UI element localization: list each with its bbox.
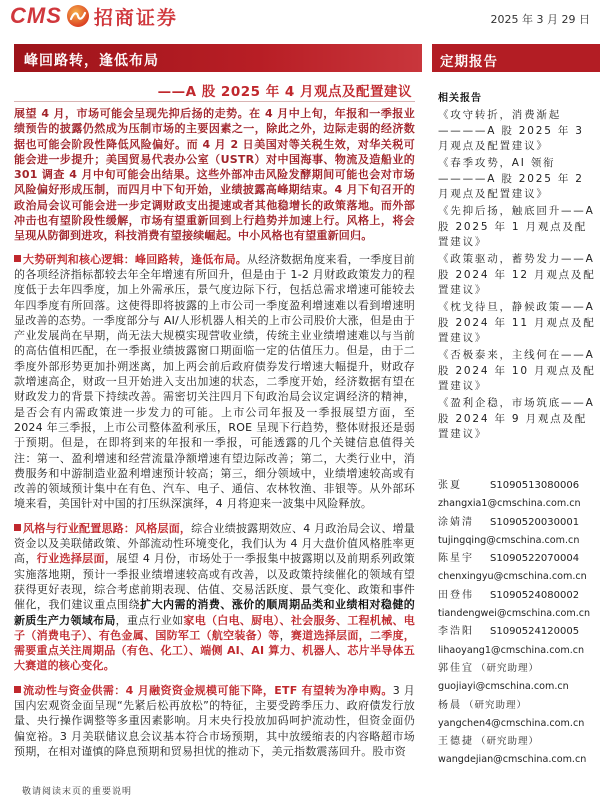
report-title: 峰回路转，逢低布局 bbox=[24, 53, 159, 69]
related-reports-title: 相关报告 bbox=[438, 93, 482, 104]
analyst-name: 王德捷 bbox=[438, 736, 474, 748]
analyst-cert: S1090522070004 bbox=[490, 553, 580, 565]
analyst-row bbox=[438, 477, 598, 495]
summary-paragraph bbox=[14, 106, 415, 244]
analyst-email: guojiayi@cmschina.com.cn bbox=[438, 681, 569, 693]
section-heading: 流动性与资金供需：4 月融资资金规模可能下降，ETF 有望转为净申购。 bbox=[23, 683, 393, 697]
analyst-email: tiandengwei@cmschina.com.cn bbox=[438, 608, 591, 620]
analyst-name: 田登伟 bbox=[438, 589, 474, 601]
analyst-name: 郭佳宜 bbox=[438, 662, 474, 674]
section-body: ，重点行业如 bbox=[115, 613, 184, 627]
square-bullet-icon bbox=[14, 255, 21, 262]
title-bar bbox=[14, 44, 422, 72]
analyst-row bbox=[438, 660, 598, 678]
analyst-email: zhangxia1@cmschina.com.cn bbox=[438, 498, 581, 510]
analyst-name: 杨晨 bbox=[438, 699, 462, 711]
analyst-name: 陈星宇 bbox=[438, 553, 474, 565]
analyst-email: yangchen4@cmschina.com.cn bbox=[438, 717, 585, 729]
section-market-outlook bbox=[14, 252, 415, 512]
section-style-industry bbox=[14, 521, 415, 674]
key-industries-text: 家电（白电、厨电）、社会服务、工程机械、电子（消费电子）、有色金属、国防军工（航空装备）等 bbox=[14, 613, 415, 642]
related-reports-list bbox=[438, 108, 596, 444]
main-content bbox=[14, 106, 415, 774]
analyst-role: （研究助理） bbox=[464, 699, 528, 711]
square-bullet-icon bbox=[14, 524, 21, 531]
analyst-email: tujingqing@cmschina.com.cn bbox=[438, 534, 580, 546]
analyst-row bbox=[438, 697, 598, 715]
analyst-row bbox=[438, 733, 598, 751]
analyst-cert: S1090513080006 bbox=[490, 480, 580, 491]
industry-selection-heading: 行业选择层面， bbox=[36, 552, 117, 566]
section-liquidity bbox=[14, 683, 415, 759]
logo-chinese-text: 招商证券 bbox=[93, 6, 178, 29]
cms-emblem-icon bbox=[66, 4, 90, 28]
analyst-row bbox=[438, 514, 598, 532]
related-report-item: 《春季攻势，AI 领衔————A 股 2025 年 2 月观点及配置建议》 bbox=[438, 157, 584, 200]
related-report-item: 《攻守转折，消费渐起————A 股 2025 年 3 月观点及配置建议》 bbox=[438, 109, 584, 152]
section-body: 3 月国内宏观资金面呈现“先紧后松再放松”的特征，主要受跨季压力、政府债发行放量、央行操作调整等多重因素影响。月末央行投放加码呵护流动性，但资金面仍偏宽裕。3 月美联储议息会议基本符合市场预期，其中放缓缩表的内容略超市场预期，在相对谨慎的降息预期和贸易担忧的推动下，美元指数震荡回升。股市资 bbox=[14, 683, 415, 758]
analyst-cert: S1090520030001 bbox=[490, 516, 580, 528]
track-selection-text: 赛道选择层面，二季度，需要重点关注周期品（有色、化工）、端侧 AI、AI 算力、机器人、芯片半导体五大赛道的核心变化。 bbox=[14, 628, 415, 673]
section-body: ， bbox=[279, 628, 291, 642]
analyst-email: lihaoyang1@cmschina.com.cn bbox=[438, 644, 585, 656]
related-report-item: 《否极泰来，主线何在——A 股 2024 年 10 月观点及配置建议》 bbox=[438, 349, 596, 392]
analyst-row bbox=[438, 623, 598, 641]
related-report-item: 《先抑后扬，触底回升——A 股 2025 年 1 月观点及配置建议》 bbox=[438, 205, 595, 248]
analyst-email: wangdejian@cmschina.com.cn bbox=[438, 754, 587, 766]
related-report-item: 《盈利企稳，市场筑底——A 股 2024 年 9 月观点及配置建议》 bbox=[438, 397, 595, 440]
report-type-label: 定期报告 bbox=[440, 54, 498, 70]
section-heading: 大势研判和核心逻辑：峰回路转，逢低布局。 bbox=[23, 252, 247, 266]
report-date: 2025 年 3 月 29 日 bbox=[490, 13, 590, 26]
analyst-cert: S1090524080002 bbox=[490, 589, 580, 601]
analyst-cert: S1090524120005 bbox=[490, 626, 580, 638]
analyst-role: （研究助理） bbox=[476, 736, 540, 748]
related-report-item: 《政策驱动，蓄势发力——A 股 2024 年 12 月观点及配置建议》 bbox=[438, 253, 596, 296]
section-body: 从经济数据角度来看，一季度目前的各项经济指标都较去年全年增速有所回升，但是由于 1-2 月财政政策发力的程度低于去年四季度，加上外需承压，景气度边际下行，包括总需求增速可能较去年四季度有所回落。这使得即将披露的上市公司一季度盈利增速难以看到增速明显改善的态势。一季度部分与 AI/人形机器人相关的上市公司股价大涨，但是由于产业发展尚在早期，尚无法大规模实现营收业绩，传统主业业绩增速难以与当前的高估值相匹配，在一季报业绩披露窗口期面临一定的估值压力。但是，由于二季度外部形势更加扑朔迷离，加上两会前后政府债券发行增速大幅提升，财政存款增速高企，财政一旦开始进入支出加速的状态，二季度开始，经济数据有望在财政发力的背景下持续改善。需密切关注四月下旬政治局会议定调经济的精神，是否会有内需政策进一步发力的可能。上市公司年报及一季报展望方面，至 2024 年三季报，上市公司整体盈利承压，ROE 呈现下行趋势，整体财报还是弱于预期。但是，在即将到来的年报和一季报，可能透露的几个关键信息值得关注：第一、盈利增速和经营流量净额增速有望边际改善；第二，大类行业中，消费服务和中游制造业盈利增速预计较高；第三，细分领域中，业绩增速较高或有改善的领域预计集中在有色、汽车、电子、通信、农林牧渔、非银等。从外部环境来看，美国针对中国的打压纵深演绎，4 月将迎来一波集中风险释放。 bbox=[14, 252, 415, 511]
analyst-email: chenxingyu@cmschina.com.cn bbox=[438, 571, 587, 583]
analyst-row bbox=[438, 550, 598, 568]
square-bullet-icon bbox=[14, 686, 21, 693]
report-type-bar bbox=[432, 44, 600, 72]
page-footer-note: 敬请阅读末页的重要说明 bbox=[22, 787, 133, 797]
section-body: 展望 4 月份，市场处于一季报集中披露期以及前期系列政策实施落地期，预计一季报业绩增速较高或有改善，以及政策持续催化的领域有望获得更好表现，综合考虑前期表现、估值、交易活跃度、景气变化、政策和事件催化，我们建议重点围绕 bbox=[14, 552, 415, 612]
analyst-role: （研究助理） bbox=[476, 662, 540, 674]
analyst-name: 张夏 bbox=[438, 480, 462, 491]
related-report-item: 《枕戈待旦，静候政策——A 股 2024 年 11 月观点及配置建议》 bbox=[438, 301, 596, 344]
analyst-name: 李浩阳 bbox=[438, 626, 474, 638]
section-body: 综合业绩披露期效应、4 月政治局会议、增量资金以及美联储政策、外部流动性环境变化，我们认为 4 月大盘价值风格胜率更高， bbox=[14, 521, 415, 566]
summary-text: 展望 4 月，市场可能会呈现先抑后扬的走势。在 4 月中上旬，年报和一季报业绩预告的披露仍然成为压制市场的主要因素之一，除此之外，边际走弱的经济数据也可能会阶段性降低风险偏好。而 4 月 2 日美国对等关税生效，对华关税可能会进一步提升；美国贸易代表办公室（USTR）对中国海事、物流及造船业的 301 调查 4 月中旬可能会出结果。这些外部冲击风险发酵期间可能也会对市场风险偏好形成压制，而四月中下旬开始，业绩披露高峰期结束。4 月下旬召开的政治局会议可能会进一步定调财政支出提速或者其他稳增长的政策落地。而外部冲击也有望阶段性缓解，市场有望重新回到上行趋势并加速上行。风格上，将会呈现从防御到进攻，科技消费有望接续崛起。中小风格也有望重新回归。 bbox=[14, 107, 415, 243]
analyst-row bbox=[438, 587, 598, 605]
logo-latin-text: CMS bbox=[10, 3, 62, 28]
title-divider bbox=[14, 101, 415, 102]
analyst-name: 涂婧清 bbox=[438, 516, 474, 528]
report-subtitle: ——A 股 2025 年 4 月观点及配置建议 bbox=[157, 84, 412, 100]
section-heading: 风格与行业配置思路：风格层面， bbox=[23, 521, 192, 535]
cms-logo bbox=[10, 1, 178, 31]
focus-areas-text: 扩大内需的消费、涨价的顺周期品类和业绩相对稳健的新质生产力领域布局 bbox=[14, 598, 415, 627]
analyst-list bbox=[438, 477, 598, 770]
